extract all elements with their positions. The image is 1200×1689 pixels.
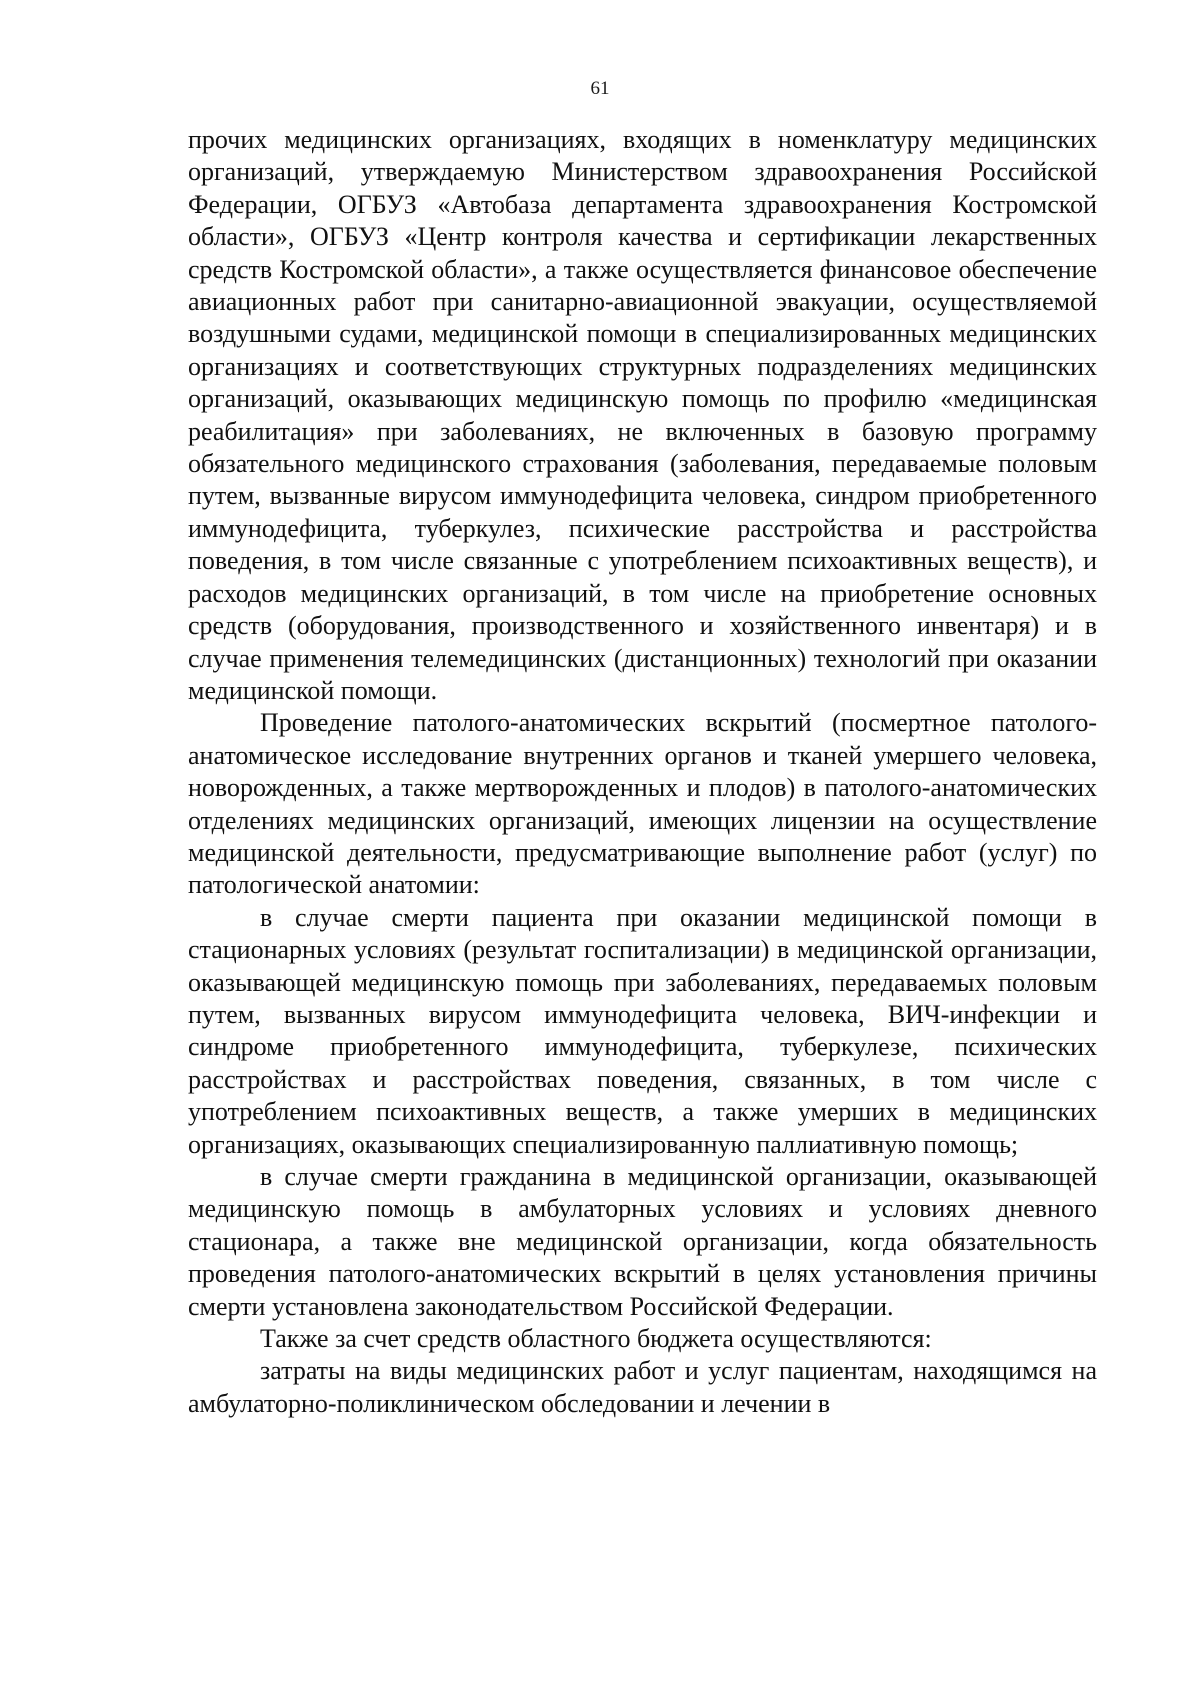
paragraph-2: Проведение патолого-анатомических вскрытий (посмертное патолого-анатомическое исследование внутренних органов и тканей умершего человека, новорожденных, а также мертворожденных и плодов) в патолого-анатомических отделениях медицинских организаций, имеющих лицензии на осуществление медицинской деятельности, предусматривающие выполнение работ (услуг) по патологической анатомии:: [188, 708, 1097, 900]
paragraph-4: в случае смерти гражданина в медицинской организации, оказывающей медицинскую помощь в амбулаторных условиях и условиях дневного стационара, а также вне медицинской организации, когда обязательность проведения патолого-анатомических вскрытий в целях установления причины смерти установлена законодательством Российской Федерации.: [188, 1162, 1097, 1321]
paragraph-5: Также за счет средств областного бюджета осуществляются:: [260, 1324, 932, 1354]
paragraph-3: в случае смерти пациента при оказании медицинской помощи в стационарных условиях (результат госпитализации) в медицинской организации, оказывающей медицинскую помощь при заболеваниях, передаваемых половым путем, вызванных вирусом иммунодефицита человека, ВИЧ-инфекции и синдроме приобретенного иммунодефицита, туберкулезе, психических расстройствах и расстройствах поведения, связанных, в том числе с употреблением психоактивных веществ, а также умерших в медицинских организациях, оказывающих специализированную паллиативную помощь;: [188, 902, 1097, 1159]
page-number: 61: [590, 78, 610, 99]
paragraph-6: затраты на виды медицинских работ и услуг пациентам, находящимся на амбулаторно-поликлиническом обследовании и лечении в: [188, 1356, 1097, 1418]
paragraph-1: прочих медицинских организациях, входящих в номенклатуру медицинских организаций, утверждаемую Министерством здравоохранения Российской Федерации, ОГБУЗ «Автобаза департамента здравоохранения Костромской области», ОГБУЗ «Центр контроля качества и сертификации лекарственных средств Костромской области», а также осуществляется финансовое обеспечение авиационных работ при санитарно-авиационной эвакуации, осуществляемой воздушными судами, медицинской помощи в специализированных медицинских организациях и соответствующих структурных подразделениях медицинских организаций, оказывающих медицинскую помощь по профилю «медицинская реабилитация» при заболеваниях, не включенных в базовую программу обязательного медицинского страхования (заболевания, передаваемые половым путем, вызванные вирусом иммунодефицита человека, синдром приобретенного иммунодефицита, туберкулез, психические расстройства и расстройства поведения, в том числе связанные с употреблением психоактивных веществ), и расходов медицинских организаций, в том числе на приобретение основных средств (оборудования, производственного и хозяйственного инвентаря) и в случае применения телемедицинских (дистанционных) технологий при оказании медицинской помощи.: [188, 125, 1097, 705]
document-body: [188, 124, 1097, 1420]
